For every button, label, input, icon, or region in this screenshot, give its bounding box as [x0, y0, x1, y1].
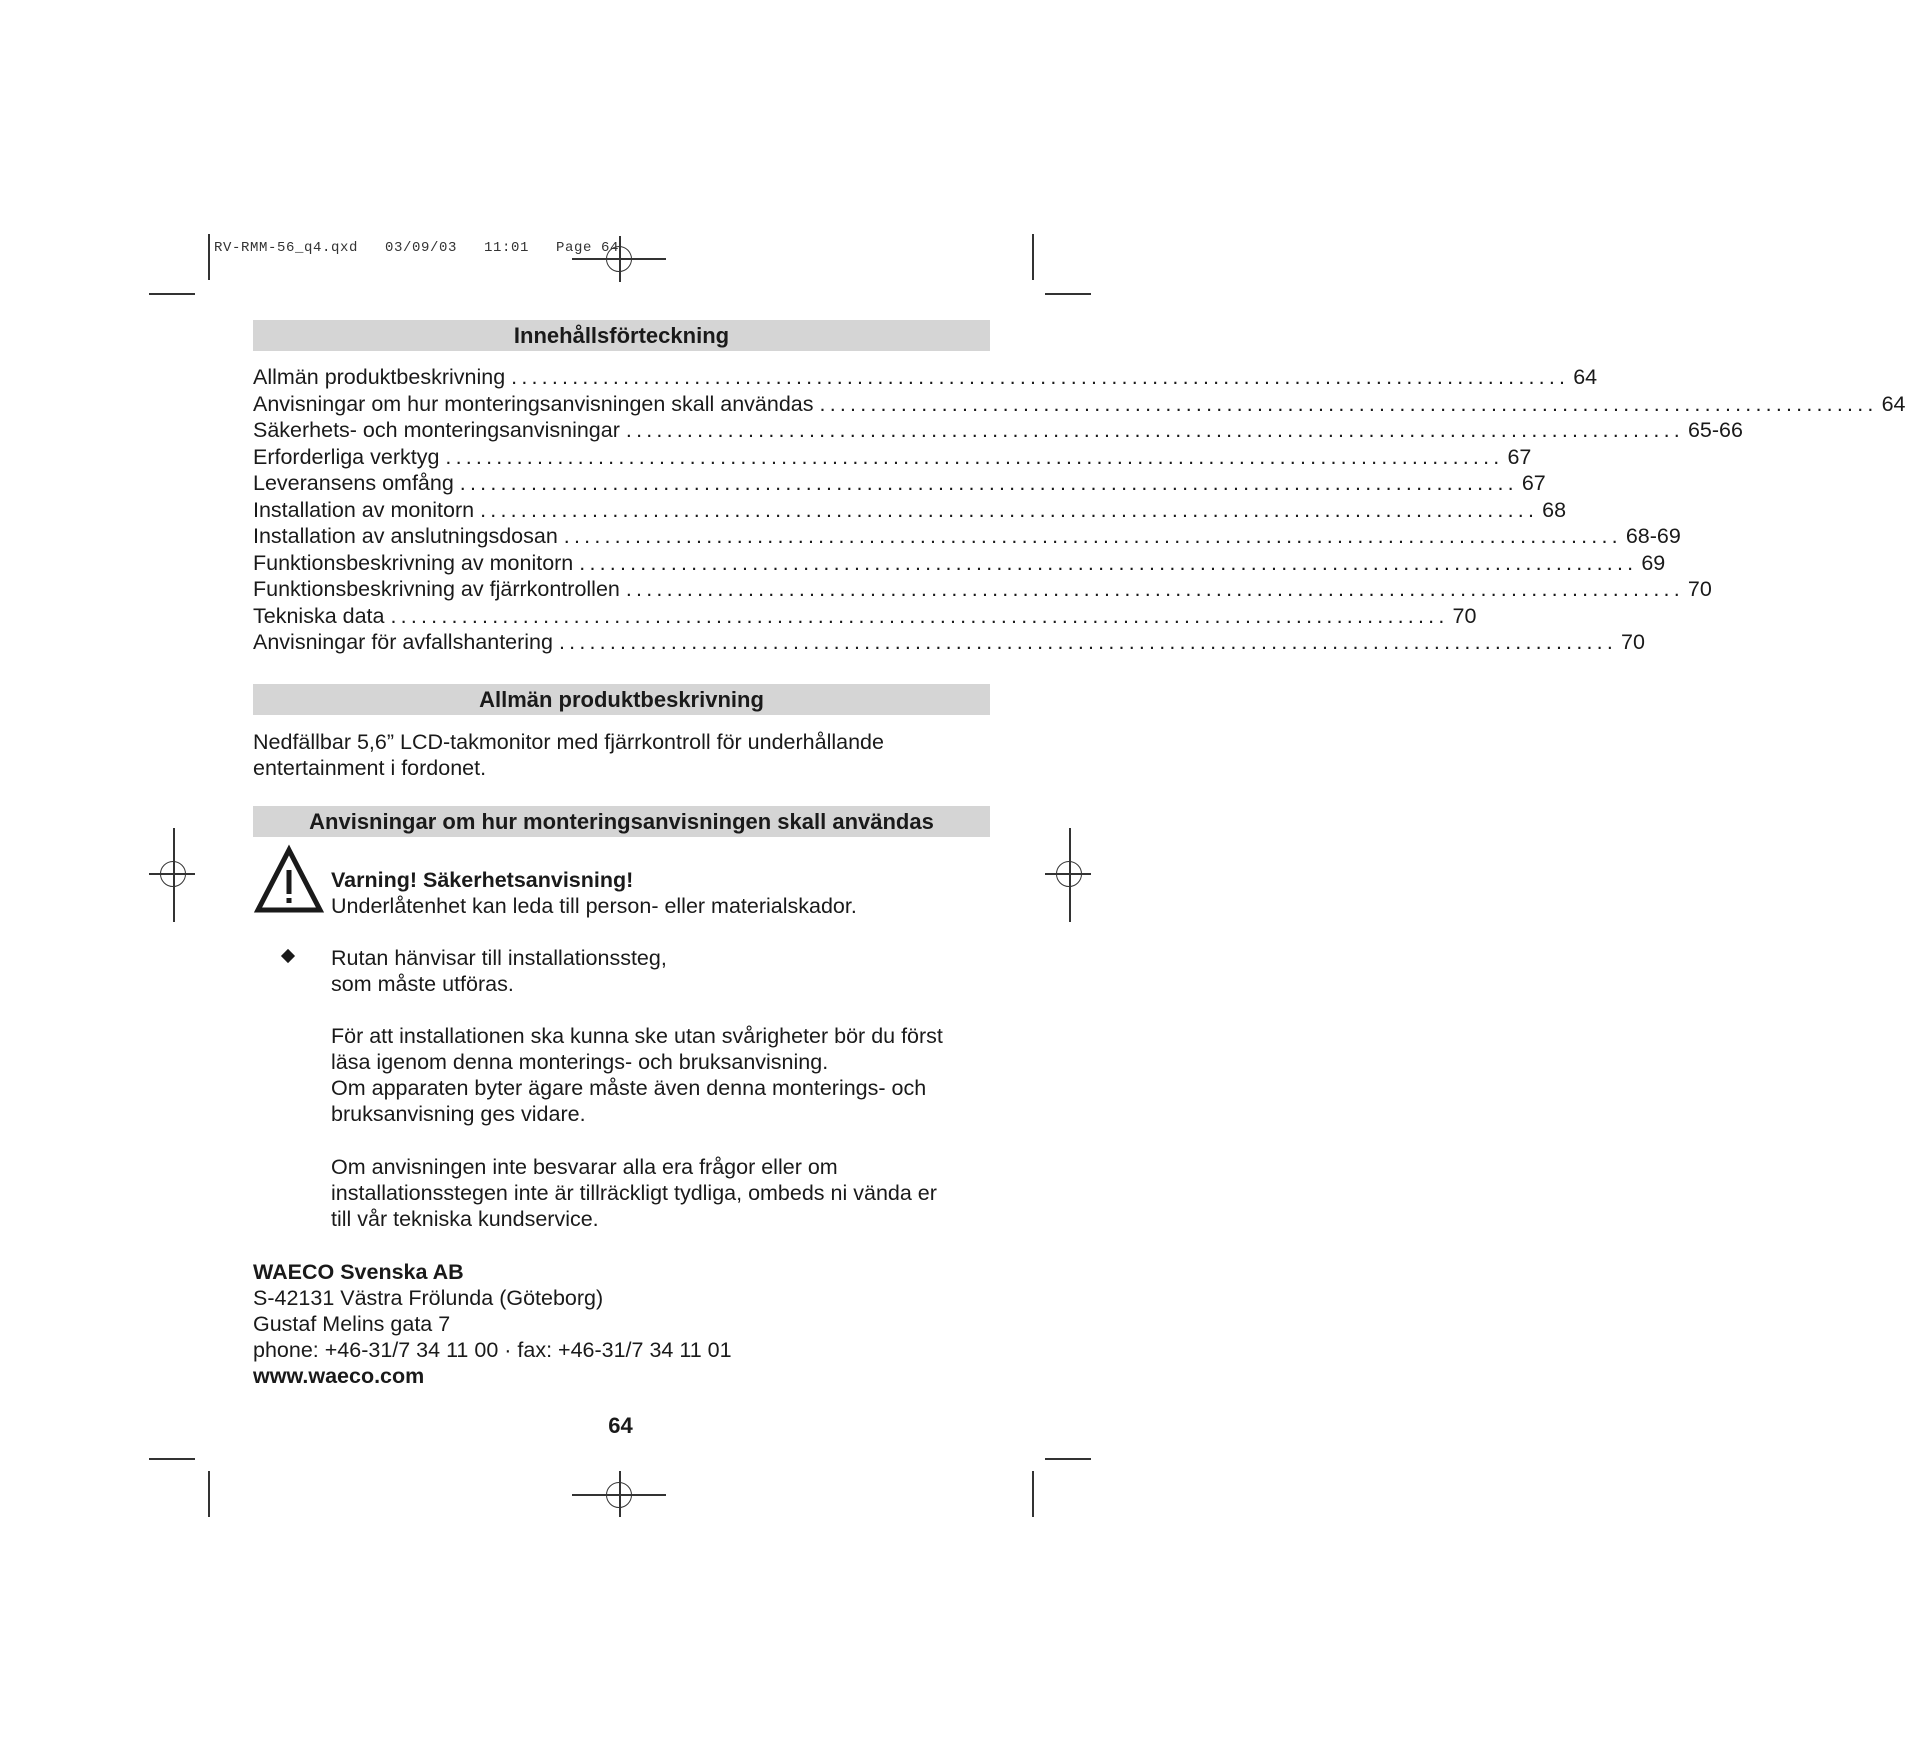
company-city: S-42131 Västra Frölunda (Göteborg): [253, 1286, 604, 1310]
page-number: 64: [608, 1413, 633, 1438]
company-web: www.waeco.com: [253, 1364, 425, 1388]
company-address: [253, 1259, 732, 1389]
instructions-paragraph-2: Om anvisningen inte besvarar alla era frågor eller om installationsstegen inte är tillräckligt tydliga, ombeds ni vända er till vår tekniska kundservice.: [331, 1155, 937, 1231]
toc-entry: Erforderliga verktyg ........................................................................................................ 67: [253, 444, 1532, 469]
crop-mark: [1045, 293, 1091, 295]
toc-entry: Säkerhets- och monteringsanvisningar ........................................................................................................ 65-66: [253, 418, 1743, 442]
instructions-heading: Anvisningar om hur monteringsanvisningen skall användas: [253, 806, 990, 837]
toc-entry: Allmän produktbeskrivning ........................................................................................................ 64: [253, 365, 1598, 389]
toc-entry: Installation av anslutningsdosan ........................................................................................................ 68-69: [253, 524, 1681, 548]
toc-entry: Installation av monitorn ........................................................................................................ 68: [253, 497, 1567, 522]
warning-text: Underlåtenhet kan leda till person- eller materialskador.: [331, 894, 857, 918]
toc-entry: Funktionsbeskrivning av monitorn ........................................................................................................ 69: [253, 550, 1666, 575]
print-slug: RV-RMM-56_q4.qxd 03/09/03 11:01 Page 64: [214, 240, 620, 256]
toc-entry: Funktionsbeskrivning av fjärrkontrollen ........................................................................................................ 70: [253, 577, 1712, 601]
table-of-contents: [253, 364, 1905, 656]
company-street: Gustaf Melins gata 7: [253, 1312, 451, 1336]
warning-block: [331, 867, 857, 919]
toc-entry: Tekniska data ........................................................................................................ 70: [253, 603, 1477, 628]
warning-triangle-icon: [255, 846, 323, 914]
crop-mark: [208, 234, 210, 280]
general-description: Nedfällbar 5,6” LCD-takmonitor med fjärrkontroll för underhållande entertainment i fordonet.: [253, 730, 884, 780]
instructions-paragraph-1: För att installationen ska kunna ske utan svårigheter bör du först läsa igenom denna monterings- och bruksanvisning. Om apparaten byter ägare måste även denna monterings- och bruksanvisning ges vidare.: [331, 1024, 943, 1126]
crop-mark: [1032, 1471, 1034, 1517]
company-phone: phone: +46-31/7 34 11 00 · fax: +46-31/7 34 11 01: [253, 1338, 732, 1362]
crop-mark: [208, 1471, 210, 1517]
company-name: WAECO Svenska AB: [253, 1260, 464, 1284]
bullet-diamond-icon: [281, 949, 295, 963]
bullet-text: Rutan hänvisar till installationssteg, som måste utföras.: [331, 946, 667, 996]
crop-mark: [1045, 1458, 1091, 1460]
crop-mark: [149, 293, 195, 295]
general-heading: Allmän produktbeskrivning: [253, 684, 990, 715]
toc-entry: Anvisningar för avfallshantering ........................................................................................................ 70: [253, 630, 1645, 654]
warning-title: Varning! Säkerhetsanvisning!: [331, 868, 634, 892]
contents-heading: Innehållsförteckning: [253, 320, 990, 351]
crop-mark: [1032, 234, 1034, 280]
toc-entry: Leveransens omfång ........................................................................................................ 67: [253, 471, 1546, 495]
toc-entry: Anvisningar om hur monteringsanvisningen skall användas ........................................................................................................ 64: [253, 391, 1905, 416]
crop-mark: [149, 1458, 195, 1460]
